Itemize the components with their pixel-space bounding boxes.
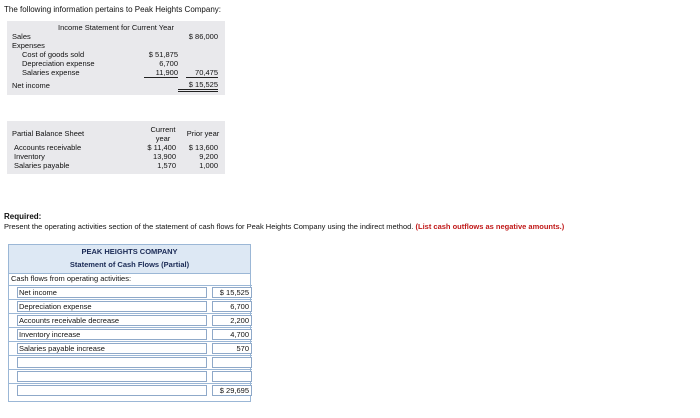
row-amount-field[interactable]: 570: [212, 343, 252, 354]
bs-row-prior: $ 13,600: [188, 143, 218, 152]
statement-title: Statement of Cash Flows (Partial): [69, 260, 190, 269]
bs-row-current: $ 11,400: [147, 143, 176, 152]
required-text: [4, 222, 564, 231]
row-label-field[interactable]: [17, 357, 207, 368]
table-row: [9, 370, 252, 384]
sales-label: Sales: [12, 32, 31, 41]
bs-row-label: Inventory: [14, 152, 45, 161]
row-amount-field[interactable]: 2,200: [212, 315, 252, 326]
sales-value: $ 86,000: [188, 32, 218, 41]
expenses-label: Expenses: [12, 41, 45, 50]
company-name: PEAK HEIGHTS COMPANY: [81, 247, 178, 256]
row-label: Net income: [19, 288, 57, 297]
bs-row-prior: 9,200: [199, 152, 218, 161]
net-income-label: Net income: [12, 81, 50, 90]
balance-sheet-title: Partial Balance Sheet: [12, 129, 85, 138]
required-note: (List cash outflows as negative amounts.): [415, 222, 565, 231]
cash-flow-table: [8, 244, 251, 402]
table-row: [9, 314, 252, 328]
col-current-line2: year: [155, 134, 171, 143]
net-income-value: $ 15,525: [178, 80, 218, 92]
bs-row-current: 1,570: [157, 161, 176, 170]
total-row: [9, 384, 252, 397]
total-label-field[interactable]: [17, 385, 207, 396]
total-expenses-value: 70,475: [186, 68, 218, 78]
row-amount-field[interactable]: 4,700: [212, 329, 252, 340]
bs-row-current: 13,900: [153, 152, 176, 161]
cash-flow-body: [8, 272, 251, 402]
required-heading: Required:: [4, 212, 42, 221]
row-label-field[interactable]: [17, 371, 207, 382]
row-label: Depreciation expense: [19, 302, 92, 311]
row-amount-field[interactable]: [212, 371, 252, 382]
salaries-label: Salaries expense: [22, 68, 80, 77]
total-amount-field[interactable]: $ 29,695: [212, 385, 252, 396]
row-label: Salaries payable increase: [19, 344, 105, 353]
row-amount-field[interactable]: 6,700: [212, 301, 252, 312]
table-row: [9, 356, 252, 370]
depreciation-label: Depreciation expense: [22, 59, 95, 68]
depreciation-value: 6,700: [159, 59, 178, 68]
table-row: [9, 286, 252, 300]
salaries-value: 11,900: [144, 68, 178, 78]
row-amount-field[interactable]: $ 15,525: [212, 287, 252, 298]
table-row: [9, 328, 252, 342]
cogs-value: $ 51,875: [148, 50, 178, 59]
table-row: [9, 342, 252, 356]
required-instruction: Present the operating activities section of the statement of cash flows for Peak Heights Company using the indirect method.: [4, 222, 414, 231]
bs-row-prior: 1,000: [199, 161, 218, 170]
col-prior: Prior year: [186, 129, 220, 138]
col-current-line1: Current: [150, 125, 176, 134]
bs-row-label: Salaries payable: [14, 161, 70, 170]
table-row: [9, 300, 252, 314]
cogs-label: Cost of goods sold: [22, 50, 85, 59]
cash-flow-header: [8, 244, 251, 274]
bs-row-label: Accounts receivable: [14, 143, 82, 152]
row-amount-field[interactable]: [212, 357, 252, 368]
section-label: Cash flows from operating activities:: [11, 274, 132, 283]
row-label: Inventory increase: [19, 330, 81, 339]
section-row: [9, 272, 252, 286]
intro-text: The following information pertains to Peak Heights Company:: [4, 5, 221, 14]
income-statement-title: Income Statement for Current Year: [58, 23, 174, 32]
row-label: Accounts receivable decrease: [19, 316, 120, 325]
